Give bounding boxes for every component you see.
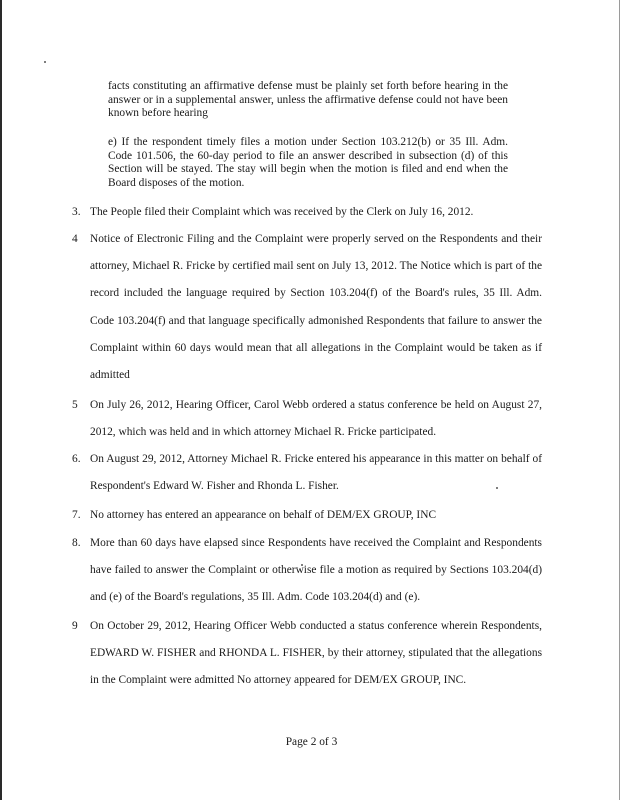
numbered-item-6 bbox=[72, 446, 542, 500]
numbered-item-8 bbox=[72, 530, 542, 612]
item-number: 9 bbox=[72, 620, 78, 632]
page-number-footer: Page 2 of 3 bbox=[285, 736, 338, 748]
item-number: 5 bbox=[72, 399, 78, 411]
item-text: The People filed their Complaint which was received by the Clerk on July 16, 2012. bbox=[90, 206, 474, 218]
item-number: 4 bbox=[72, 233, 78, 245]
item-text: On August 29, 2012, Attorney Michael R. Fricke entered his appearance in this matter on behalf of Respondent's Edward W. Fisher and Rhonda L. Fisher. bbox=[90, 453, 542, 493]
item-number: 8. bbox=[72, 537, 81, 549]
item-number: 3. bbox=[72, 206, 81, 218]
item-text: Notice of Electronic Filing and the Complaint were properly served on the Respondents and their attorney, Michael R. Fricke by certified mail sent on July 13, 2012. The Notice which is part of the record included the language required by Section 103.204(f) of the Board's rules, 35 Ill. Adm. Code 103.204(f) and that language specifically admonished Respondents that failure to answer the Complaint within 60 days would mean that all allegations in the Complaint would be taken as if admitted bbox=[90, 233, 542, 382]
scan-edge-left bbox=[0, 0, 2, 800]
item-text: On October 29, 2012, Hearing Officer Webb conducted a status conference wherein Respondents, EDWARD W. FISHER and RHONDA L. FISHER, by their attorney, stipulated that the allegations in the Complaint were admitted No attorney appeared for DEM/EX GROUP, INC. bbox=[90, 620, 542, 687]
quoted-rule-subsection-e: e) If the respondent timely files a motion under Section 103.212(b) or 35 Ill. Adm. Code 101.506, the 60-day period to file an answer described in subsection (d) of this Section will be stayed. The stay will begin when the motion is filed and end when the Board disposes of the motion. bbox=[108, 136, 508, 189]
item-number: 6. bbox=[72, 453, 81, 465]
numbered-item-5 bbox=[72, 392, 542, 446]
numbered-item-3 bbox=[72, 199, 542, 226]
item-number: 7. bbox=[72, 509, 81, 521]
item-text: More than 60 days have elapsed since Respondents have received the Complaint and Respondents have failed to answer the Complaint or otherwise file a motion as required by Sections 103.204(d) and (e) of the Board's regulations, 35 Ill. Adm. Code 103.204(d) and (e). bbox=[90, 537, 542, 604]
numbered-item-7 bbox=[72, 502, 542, 529]
numbered-item-9 bbox=[72, 613, 542, 695]
numbered-item-4 bbox=[72, 226, 542, 389]
item-text: No attorney has entered an appearance on behalf of DEM/EX GROUP, INC bbox=[90, 509, 437, 521]
scan-speck bbox=[44, 61, 46, 63]
item-text: On July 26, 2012, Hearing Officer, Carol Webb ordered a status conference be held on August 27, 2012, which was held and in which attorney Michael R. Fricke participated. bbox=[90, 399, 542, 439]
scan-edge-right bbox=[619, 0, 620, 800]
quoted-rule-paragraph: facts constituting an affirmative defense must be plainly set forth before hearing in the answer or in a supplemental answer, unless the affirmative defense could not have been known before hearing bbox=[108, 80, 508, 119]
